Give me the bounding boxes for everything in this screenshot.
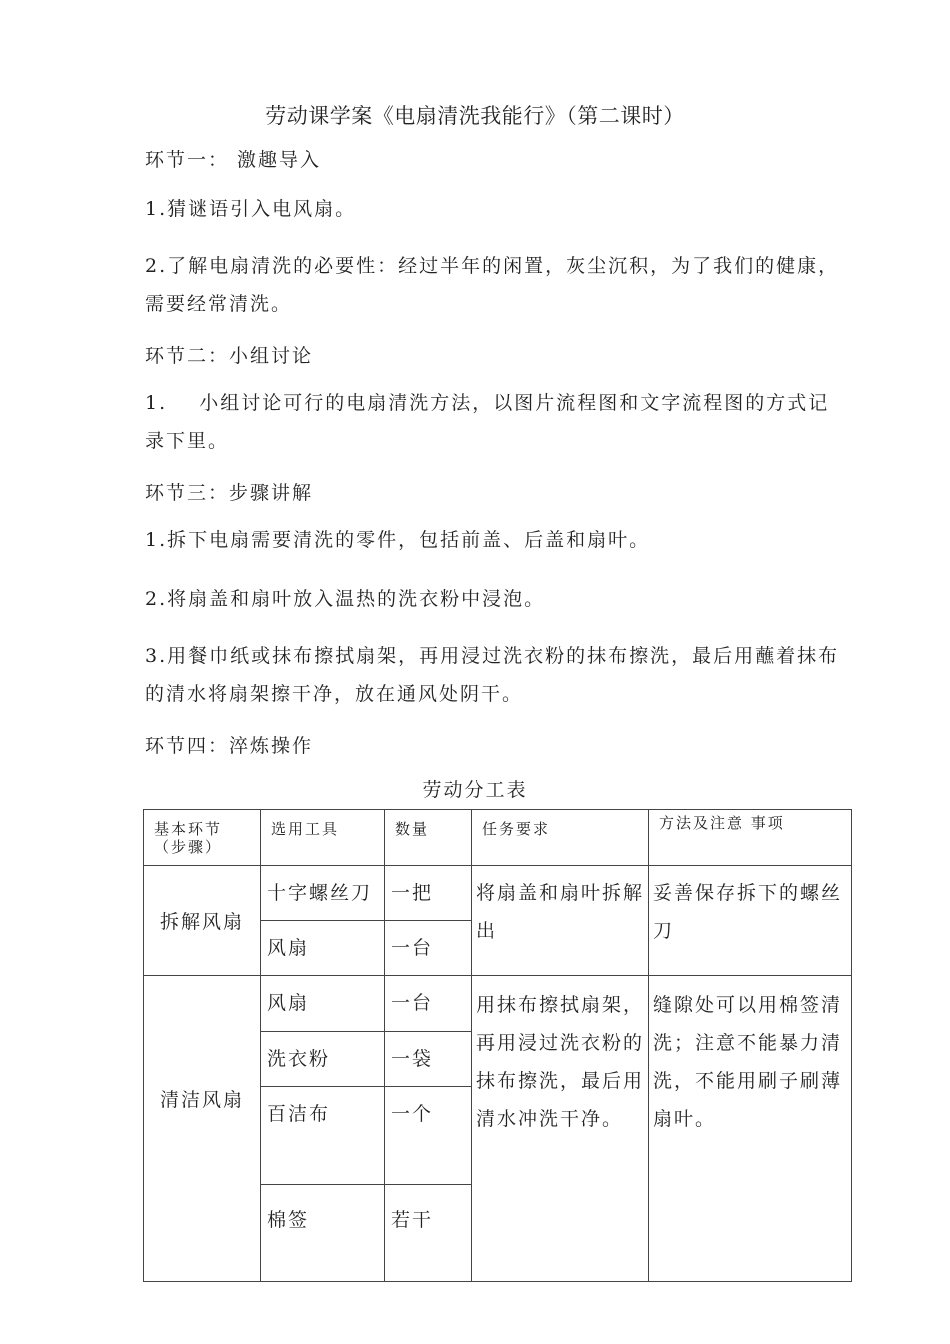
table-row [144, 976, 852, 1032]
tool-cell: 十字螺丝刀 [261, 866, 385, 921]
tool-cell: 百洁布 [261, 1087, 385, 1185]
section-1-item-1: 1.猜谜语引入电风扇。 [145, 198, 357, 220]
section-3-item-3: 3.用餐巾纸或抹布擦拭扇架，再用浸过洗衣粉的抹布擦洗，最后用蘸着抹布的清水将扇架擦干净，放在通风处阴干。 [145, 645, 840, 705]
header-step: 基本环节（步骤） [144, 810, 261, 866]
quantity-cell: 若干 [385, 1185, 472, 1282]
tool-cell: 风扇 [261, 921, 385, 976]
quantity-cell: 一台 [385, 921, 472, 976]
tool-cell: 棉签 [261, 1185, 385, 1282]
notes-cell: 缝隙处可以用棉签清洗；注意不能暴力清洗，不能用刷子刷薄扇叶。 [649, 976, 852, 1282]
section-heading-1: 环节一： 激趣导入 [145, 149, 322, 171]
tool-cell: 风扇 [261, 976, 385, 1032]
table-header-row [144, 810, 852, 866]
quantity-cell: 一把 [385, 866, 472, 921]
quantity-cell: 一台 [385, 976, 472, 1032]
table-row [144, 866, 852, 921]
section-heading-4: 环节四：淬炼操作 [145, 735, 314, 757]
labor-division-table [143, 809, 852, 1282]
tool-cell: 洗衣粉 [261, 1032, 385, 1087]
quantity-cell: 一袋 [385, 1032, 472, 1087]
header-quantity: 数量 [385, 810, 472, 866]
quantity-cell: 一个 [385, 1087, 472, 1185]
notes-cell: 妥善保存拆下的螺丝刀 [649, 866, 852, 976]
section-heading-3: 环节三：步骤讲解 [145, 482, 314, 504]
section-1-item-2: 2.了解电扇清洗的必要性：经过半年的闲置，灰尘沉积，为了我们的健康，需要经常清洗。 [145, 255, 840, 315]
header-task: 任务要求 [472, 810, 649, 866]
task-cell: 用抹布擦拭扇架，再用浸过洗衣粉的抹布擦洗，最后用清水冲洗干净。 [472, 976, 649, 1282]
section-2-item-1: 1. 小组讨论可行的电扇清洗方法，以图片流程图和文字流程图的方式记录下里。 [145, 392, 830, 452]
section-heading-2: 环节二：小组讨论 [145, 345, 314, 367]
section-3-item-2: 2.将扇盖和扇叶放入温热的洗衣粉中浸泡。 [145, 588, 546, 610]
page-title: 劳动课学案《电扇清洗我能行》（第二课时） [265, 104, 685, 128]
table-title: 劳动分工表 [422, 779, 528, 801]
step-cell: 清洁风扇 [144, 976, 261, 1282]
task-cell: 将扇盖和扇叶拆解出 [472, 866, 649, 976]
header-tools: 选用工具 [261, 810, 385, 866]
step-cell: 拆解风扇 [144, 866, 261, 976]
header-notes: 方法及注意 事项 [649, 810, 852, 866]
section-3-item-1: 1.拆下电扇需要清洗的零件，包括前盖、后盖和扇叶。 [145, 529, 651, 551]
